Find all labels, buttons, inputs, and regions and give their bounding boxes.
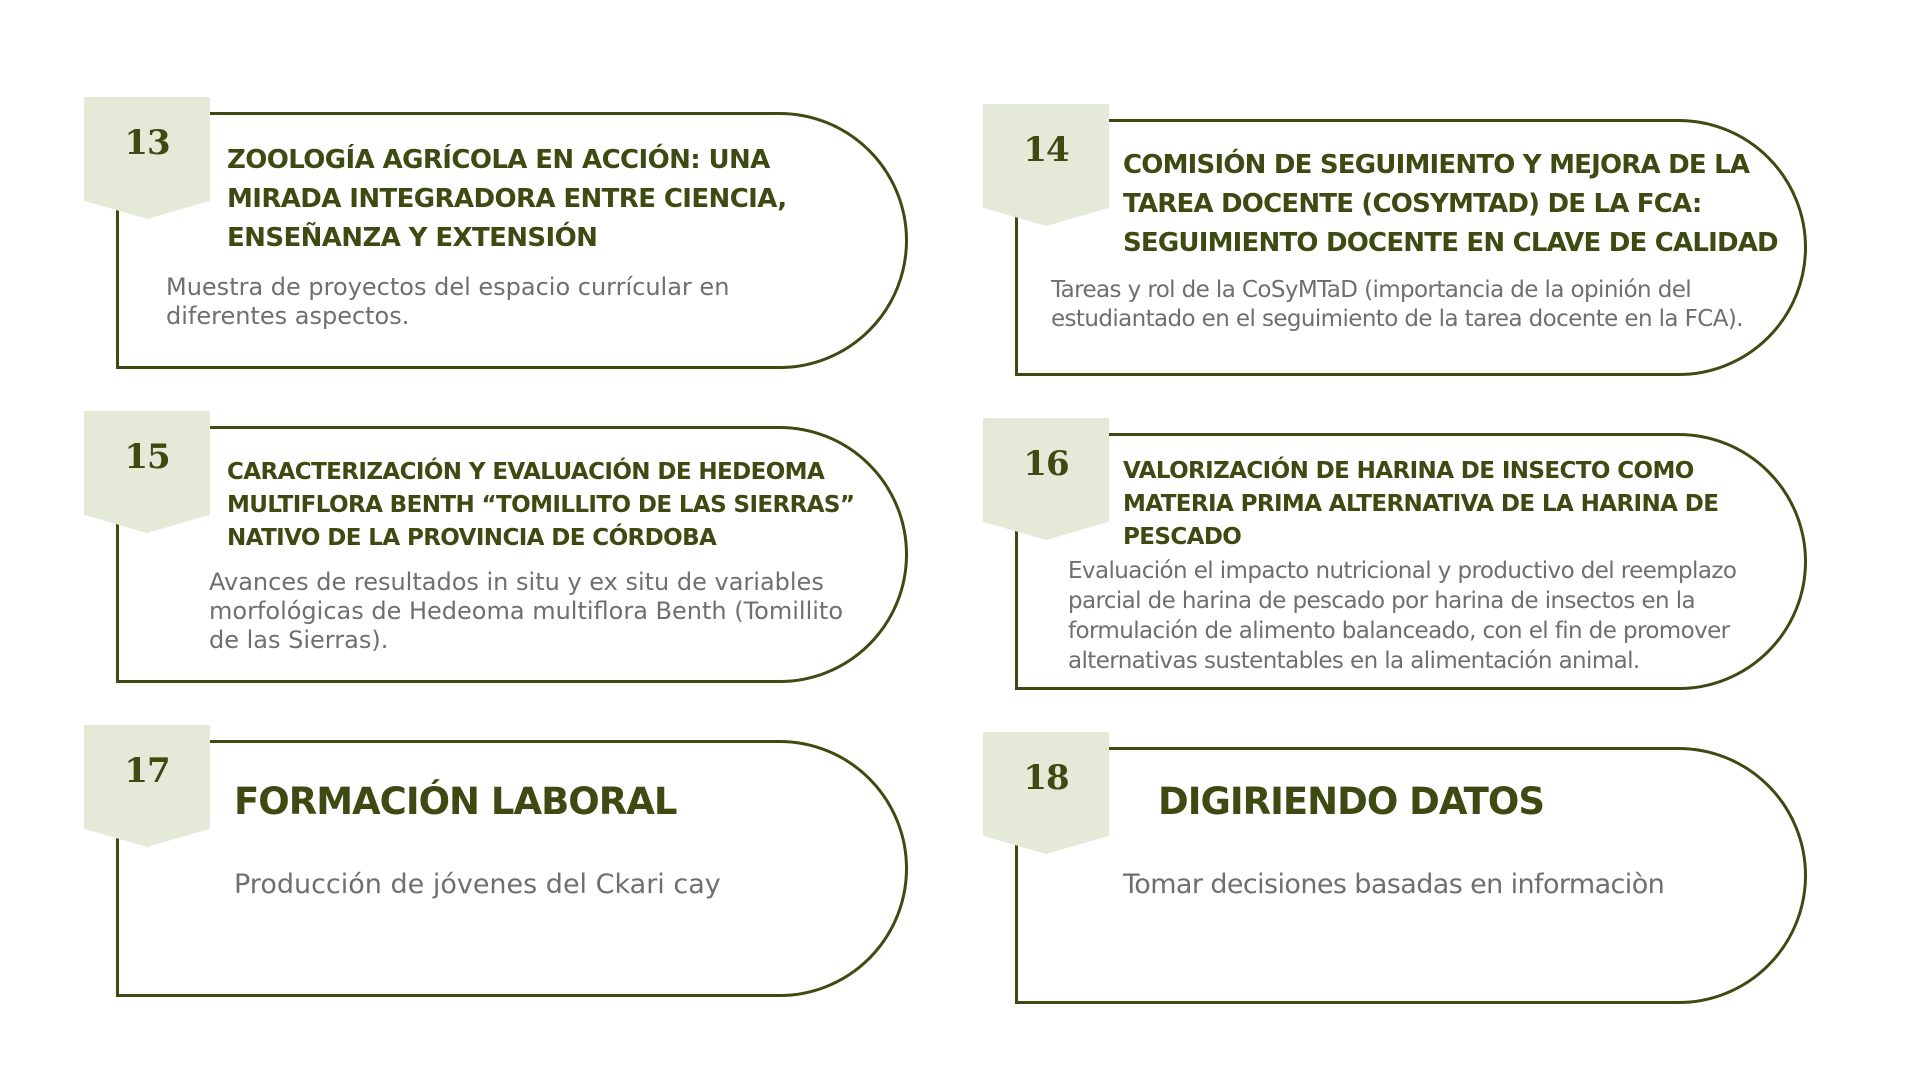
card-description: Tomar decisiones basadas en informaciòn xyxy=(1123,869,1665,900)
card-number: 16 xyxy=(1023,444,1069,484)
card-description: Evaluación el impacto nutricional y productivo del reemplazo parcial de harina de pescado por harina de insectos en la formulación de alimento balanceado, con el fin de promover alternativas sustentables en la alimentación animal. xyxy=(1068,558,1737,674)
card-number: 14 xyxy=(1023,130,1069,170)
card-number: 18 xyxy=(1023,758,1069,798)
card-title: CARACTERIZACIÓN Y EVALUACIÓN DE HEDEOMA MULTIFLORA BENTH “TOMILLITO DE LAS SIERRAS” NATIVO DE LA PROVINCIA DE CÓRDOBA xyxy=(227,459,855,551)
card-title: VALORIZACIÓN DE HARINA DE INSECTO COMO MATERIA PRIMA ALTERNATIVA DE LA HARINA DE PESCADO xyxy=(1123,458,1719,550)
card-description: Muestra de proyectos del espacio currícular en diferentes aspectos. xyxy=(166,273,730,330)
card-number: 13 xyxy=(124,123,170,163)
project-card-17 xyxy=(84,725,914,985)
card-number: 15 xyxy=(124,437,170,477)
card-title: DIGIRIENDO DATOS xyxy=(1158,780,1544,823)
project-card-18 xyxy=(983,732,1813,992)
card-description: Avances de resultados in situ y ex situ de variables morfológicas de Hedeoma multiflora Benth (Tomillito de las Sierras). xyxy=(209,568,843,654)
card-description: Tareas y rol de la CoSyMTaD (importancia de la opinión del estudiantado en el seguimiento de la tarea docente en la FCA). xyxy=(1051,277,1743,332)
card-title: FORMACIÓN LABORAL xyxy=(234,780,677,823)
card-title: ZOOLOGÍA AGRÍCOLA EN ACCIÓN: UNA MIRADA INTEGRADORA ENTRE CIENCIA, ENSEÑANZA Y EXTENSIÓN xyxy=(227,145,787,253)
project-card-14 xyxy=(983,104,1813,364)
project-card-16 xyxy=(983,418,1813,678)
card-number: 17 xyxy=(124,751,170,791)
project-card-13 xyxy=(84,97,914,357)
project-card-15 xyxy=(84,411,914,671)
card-title: COMISIÓN DE SEGUIMIENTO Y MEJORA DE LA TAREA DOCENTE (COSYMTAD) DE LA FCA: SEGUIMIENTO DOCENTE EN CLAVE DE CALIDAD xyxy=(1123,150,1778,258)
card-description: Producción de jóvenes del Ckari cay xyxy=(234,869,721,900)
